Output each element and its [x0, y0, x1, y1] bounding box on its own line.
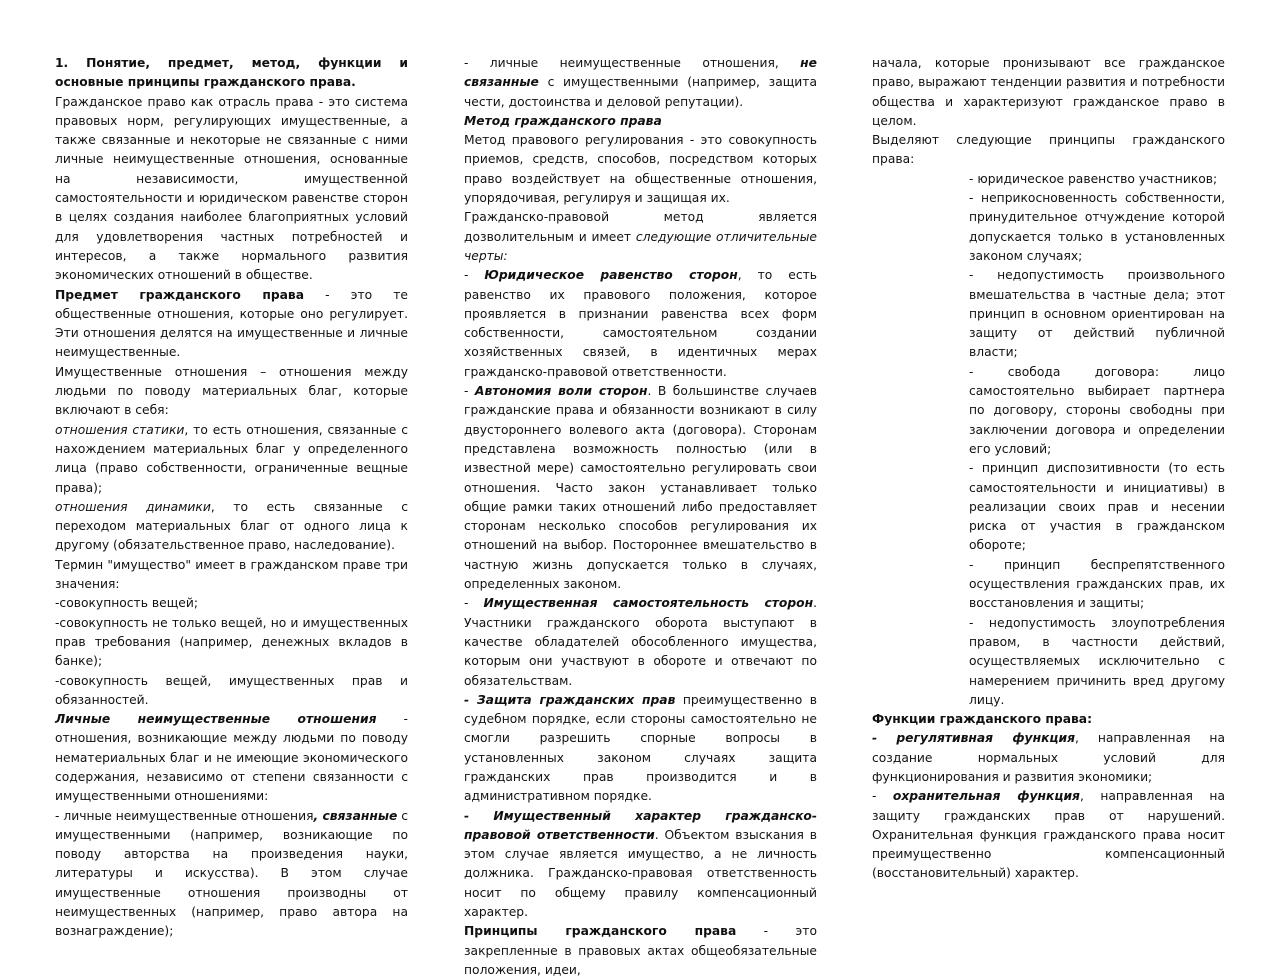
list-item: - юридическое равенство участников;: [969, 171, 1218, 186]
list-item: - принцип беспрепятственного осуществления гражданских прав, их восстановления и защиты;: [969, 557, 1225, 611]
text-column-2: [464, 54, 817, 980]
list-item: - принцип диспозитивности (то есть самостоятельности и инициативы) в реализации своих прав и несении риска от участия в гражданском обороте;: [969, 461, 1225, 553]
list-item: -совокупность вещей, имущественных прав и обязанностей.: [55, 673, 408, 707]
paragraph: Метод правового регулирования - это совокупность приемов, средств, способов, посредством которых право воздействует на общественные отношения, упорядочивая, регулируя и защищая их.: [464, 133, 817, 206]
list-item: - свобода договора: лицо самостоятельно выбирает партнера по договору, стороны свободны при заключении договора и определении его условий;: [969, 364, 1225, 456]
paragraph: Принципы гражданского права - это закрепленные в правовых актах общеобязательные положения, идеи,: [464, 924, 817, 977]
list-item: - недопустимость произвольного вмешательства в частные дела; этот принцип в основном ориентирован на защиту от действий публичной власти;: [969, 268, 1225, 360]
list-item: - недопустимость злоупотребления правом, в частности действий, осуществляемых исключительно с намерением причинить вред другому лицу.: [969, 615, 1225, 707]
list-item: -совокупность не только вещей, но и имущественных прав требования (например, денежных вкладов в банке);: [55, 615, 408, 669]
paragraph: Выделяют следующие принципы гражданского права:: [872, 133, 1225, 167]
paragraph: Гражданско-правовой метод является дозволительным и имеет следующие отличительные черты:: [464, 210, 817, 263]
paragraph: - Имущественная самостоятельность сторон. Участники гражданского оборота выступают в качестве обладателей обособленного имущества, которым они участвуют в обороте и отвечают по обязательствам.: [464, 596, 817, 688]
paragraph: - личные неимущественные отношения, связанные с имущественными (например, возникающие по поводу авторства на произведения науки, литературы и искусства). В этом случае имущественные отношения производны от неимущественных (например, право автора на вознаграждение);: [55, 808, 409, 939]
paragraph: отношения динамики, то есть связанные с переходом материальных благ от одного лица к другому (обязательственное право, наследование).: [55, 499, 409, 553]
paragraph: Предмет гражданского права - это те общественные отношения, которые оно регулирует. Эти отношения делятся на имущественные и личные неимущественные.: [55, 287, 408, 360]
paragraph: - регулятивная функция, направленная на создание нормальных условий для функционирования и развития экономики;: [872, 731, 1225, 784]
section-heading: 1. Понятие, предмет, метод, функции и основные принципы гражданского права.: [55, 56, 408, 90]
paragraph: - Имущественный характер гражданско-правовой ответственности. Объектом взыскания в этом случае является имущество, а не личность должника. Гражданско-правовая ответственность носит по общему правилу компенсационный характер.: [464, 808, 817, 920]
paragraph: начала, которые пронизывают все гражданское право, выражают тенденции развития и потребности общества и характеризуют гражданское право в целом.: [872, 56, 1225, 128]
list-item: - неприкосновенность собственности, принудительное отчуждение которой допускается только в установленных законом случаях;: [969, 191, 1225, 263]
paragraph: Личные неимущественные отношения - отношения, возникающие между людьми по поводу нематериальных благ и не имеющие экономического содержания, независимо от степени связанности с имущественными отношениями:: [55, 712, 408, 804]
paragraph: Термин "имущество" имеет в гражданском праве три значения:: [55, 557, 408, 592]
text-column-1: [55, 54, 408, 942]
paragraph: Имущественные отношения – отношения между людьми по поводу материальных благ, которые включают в себя:: [55, 364, 408, 418]
paragraph: - Защита гражданских прав преимущественно в судебном порядке, если стороны самостоятельно не смогли разрешить спорные вопросы в установленных законом случаях защита гражданских прав производится и в административном порядке.: [464, 692, 817, 804]
subheading: Функции гражданского права:: [872, 712, 1092, 727]
paragraph: - Юридическое равенство сторон, то есть равенство их правового положения, которое проявляется в признании равенства всех форм собственности, самостоятельном создании хозяйственных связей, в идентичных мерах гражданско-правовой ответственности.: [464, 268, 817, 379]
text-column-3: [872, 54, 1225, 884]
paragraph: - личные неимущественные отношения, не связанные с имущественными (например, защита чести, достоинства и деловой репутации).: [464, 56, 817, 109]
paragraph: Гражданское право как отрасль права - это система правовых норм, регулирующих имущественные, а также связанные и некоторые не связанные с ними личные неимущественные отношения, основанные на независимости, имущественной самостоятельности и юридическом равенстве сторон в целях создания наиболее благоприятных условий для удовлетворения частных потребностей и интересов, а также нормального развития экономических отношений в обществе.: [55, 94, 408, 283]
paragraph: отношения статики, то есть отношения, связанные с нахождением материальных благ у определенного лица (право собственности, ограниченные вещные права);: [55, 422, 408, 495]
paragraph: - охранительная функция, направленная на защиту гражданских прав от нарушений. Охранительная функция гражданского права носит преимущественно компенсационный (восстановительный) характер.: [872, 789, 1225, 881]
list-item: -совокупность вещей;: [55, 596, 198, 611]
paragraph: - Автономия воли сторон. В большинстве случаев гражданские права и обязанности возникают в силу двустороннего волевого акта (договора). Сторонам представлена возможность полностью (или в известной мере) самостоятельно регулировать свои отношения. Часто закон устанавливает только общие рамки таких отношений либо предоставляет сторонам несколько способов регулирования их отношений на выбор. Постороннее вмешательство в частную жизнь допускается только в случаях, определенных законом.: [464, 384, 817, 592]
subheading: Метод гражданского права: [464, 113, 662, 128]
